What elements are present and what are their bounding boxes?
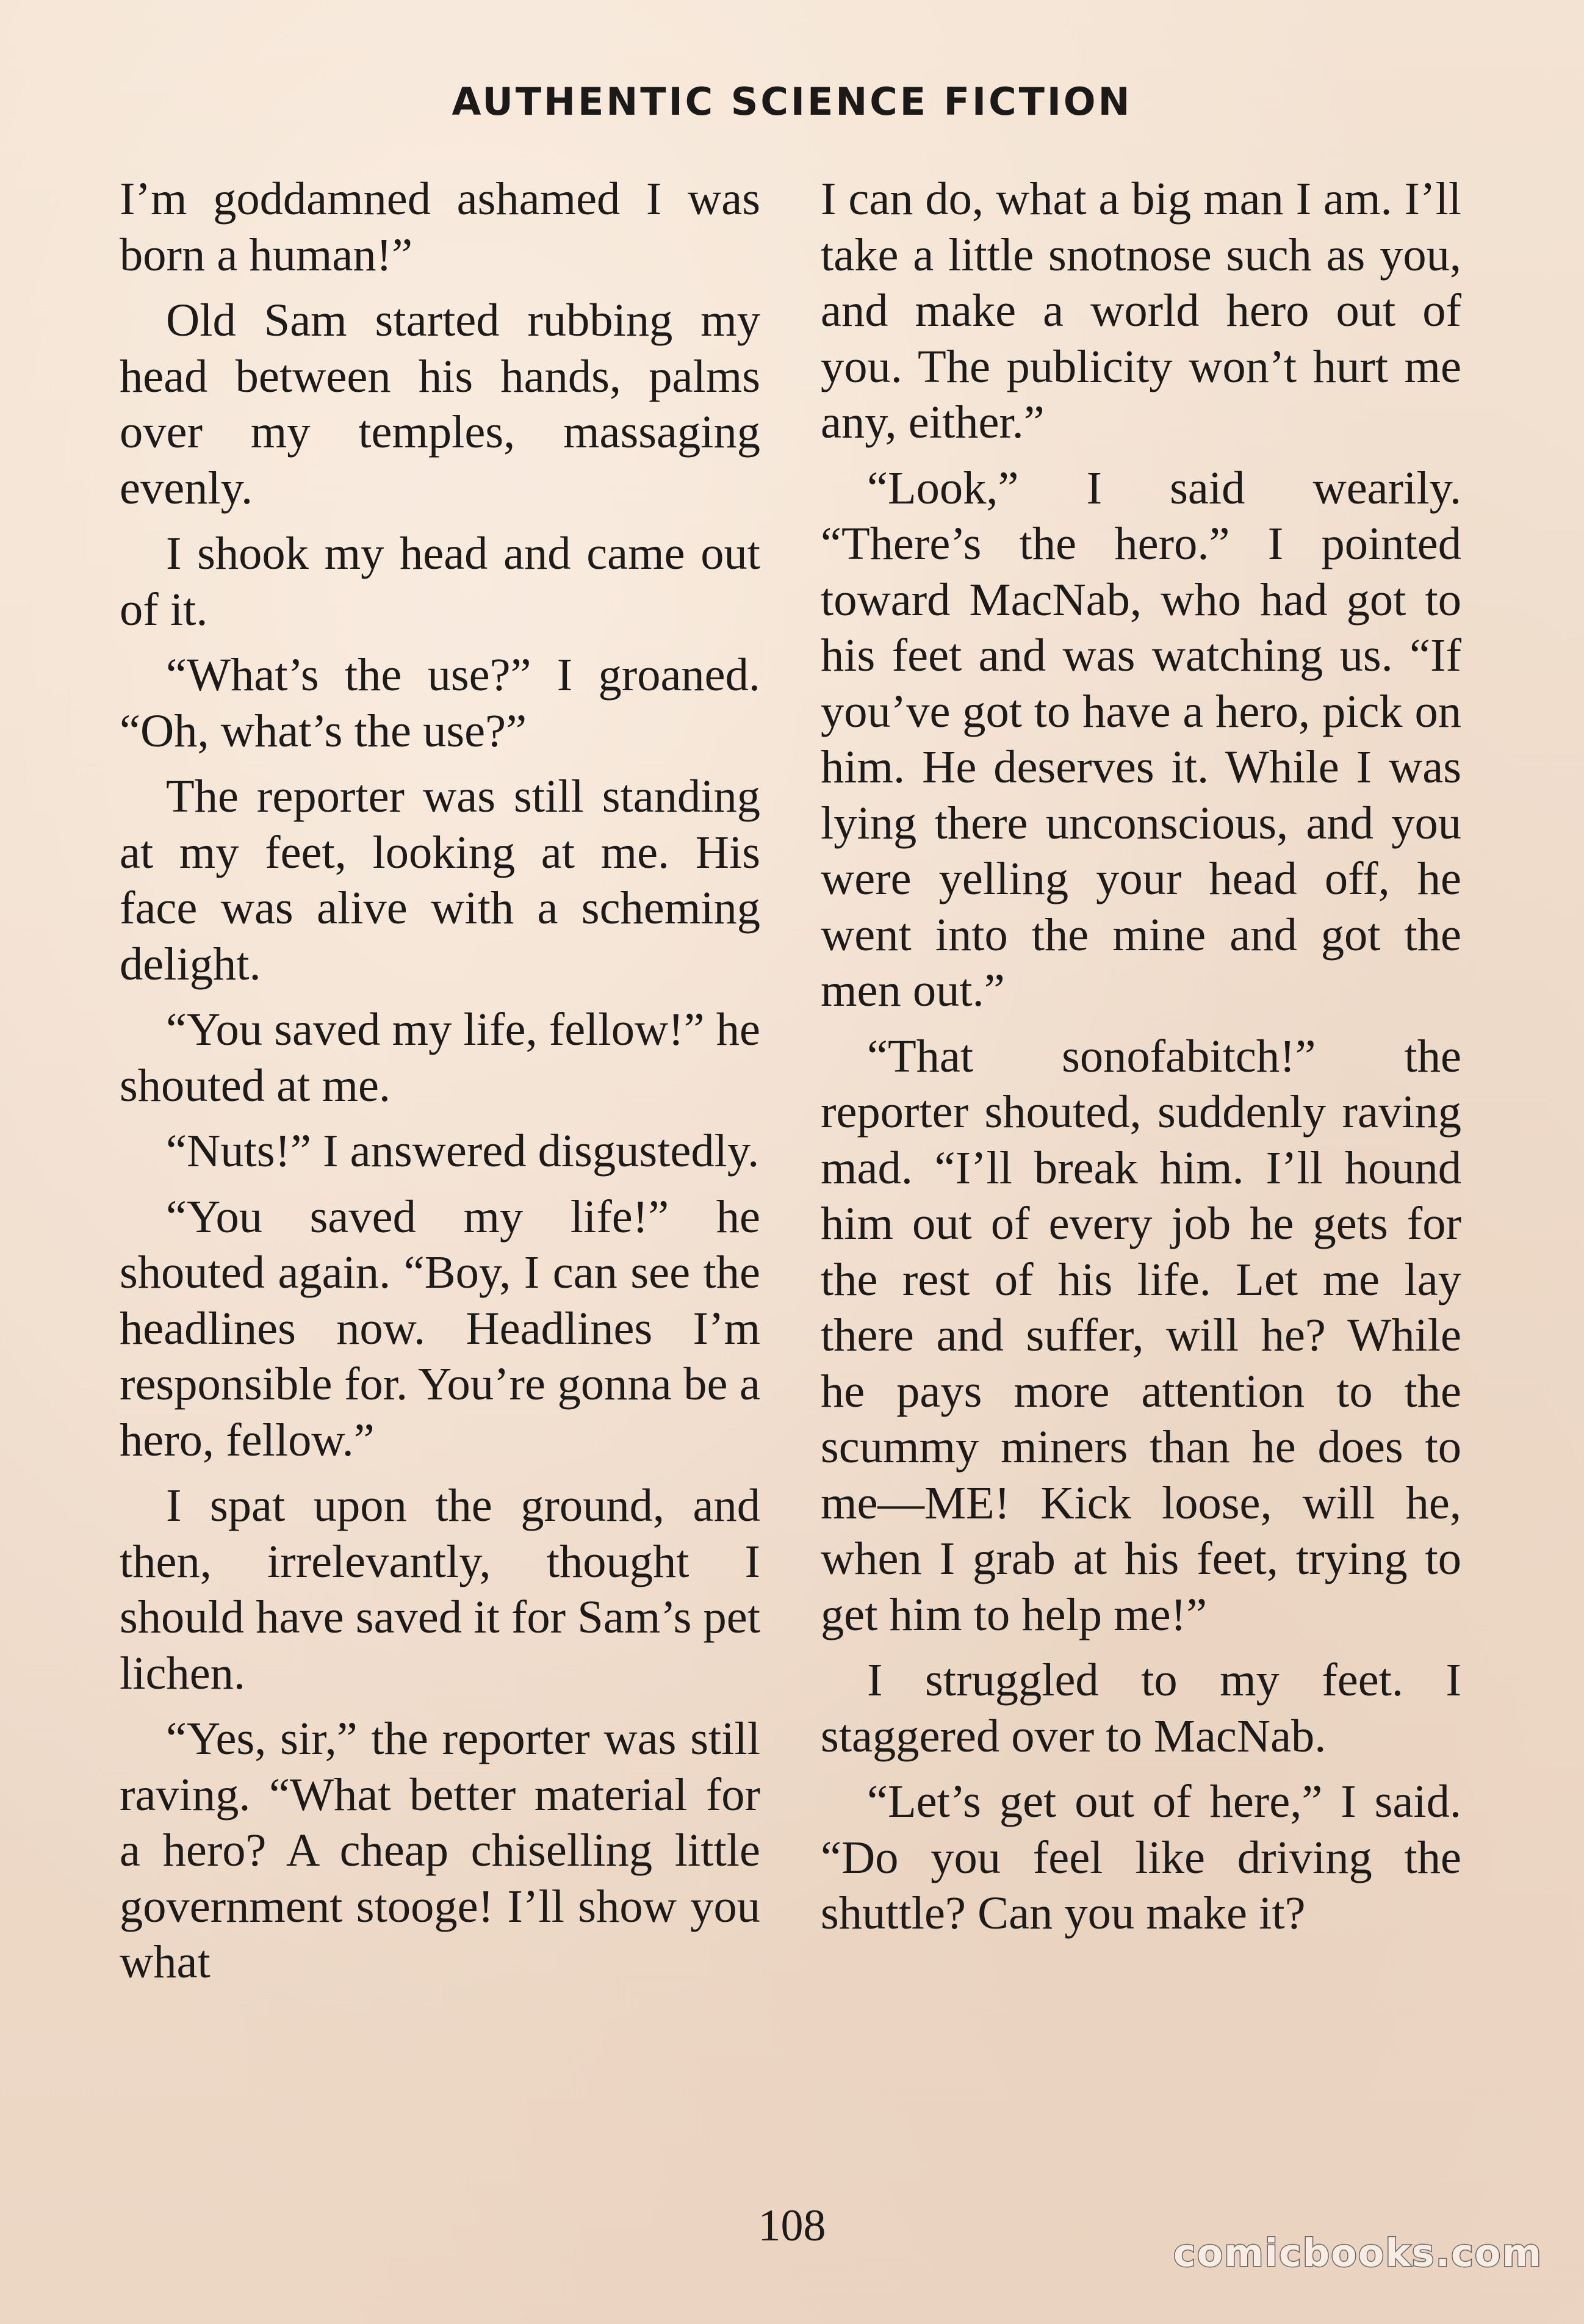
paragraph: I struggled to my feet. I staggered over to MacNab. [821, 1654, 1461, 1762]
paragraph: “Look,” I said wearily. “There’s the hero.” I pointed toward MacNab, who had got to his feet and was watching us. “If you’ve got to have a hero, pick on him. He deserves it. While I was lying there unconscious, and you were yelling your head off, he went into the mine and got the men out.” [821, 461, 1461, 1016]
paragraph: “What’s the use?” I groaned. “Oh, what’s the use?” [120, 649, 760, 757]
paragraph: Old Sam started rubbing my head between his hands, palms over my temples, massaging evenly. [120, 294, 760, 514]
paragraph: I can do, what a big man I am. I’ll take a little snotnose such as you, and make a world hero out of you. The publicity won’t hurt me any, either.” [821, 173, 1461, 448]
paragraph: “Nuts!” I answered disgustedly. [166, 1125, 760, 1177]
paragraph: “Let’s get out of here,” I said. “Do you feel like driving the shuttle? Can you make it? [821, 1775, 1461, 1939]
right-text-column [821, 171, 1461, 1951]
watermark: comicbooks.com [1173, 2231, 1543, 2275]
paragraph: “You saved my life!” he shouted again. “Boy, I can see the headlines now. Headlines I’m responsible for. You’re gonna be a hero, fellow.” [120, 1190, 760, 1466]
paragraph: I’m goddamned ashamed I was born a human!” [120, 173, 760, 281]
paragraph: “Yes, sir,” the reporter was still raving. “What better material for a hero? A cheap chiselling little government stooge! I’ll show you what [120, 1712, 760, 1988]
left-text-column [120, 171, 760, 2000]
paragraph: I spat upon the ground, and then, irrelevantly, thought I should have saved it for Sam’s pet lichen. [120, 1479, 760, 1699]
paragraph: The reporter was still standing at my feet, looking at me. His face was alive with a scheming delight. [120, 770, 760, 990]
paragraph: I shook my head and came out of it. [120, 527, 760, 635]
page-number: 108 [758, 2201, 826, 2251]
paragraph: “That sonofabitch!” the reporter shouted, suddenly raving mad. “I’ll break him. I’ll hound him out of every job he gets for the rest of his life. Let me lay there and suffer, will he? While he pays more attention to the scummy miners than he does to me—ME! Kick loose, will he, when I grab at his feet, trying to get him to help me!” [821, 1030, 1461, 1640]
running-title: AUTHENTIC SCIENCE FICTION [452, 79, 1132, 124]
paragraph: “You saved my life, fellow!” he shouted at me. [120, 1003, 760, 1111]
